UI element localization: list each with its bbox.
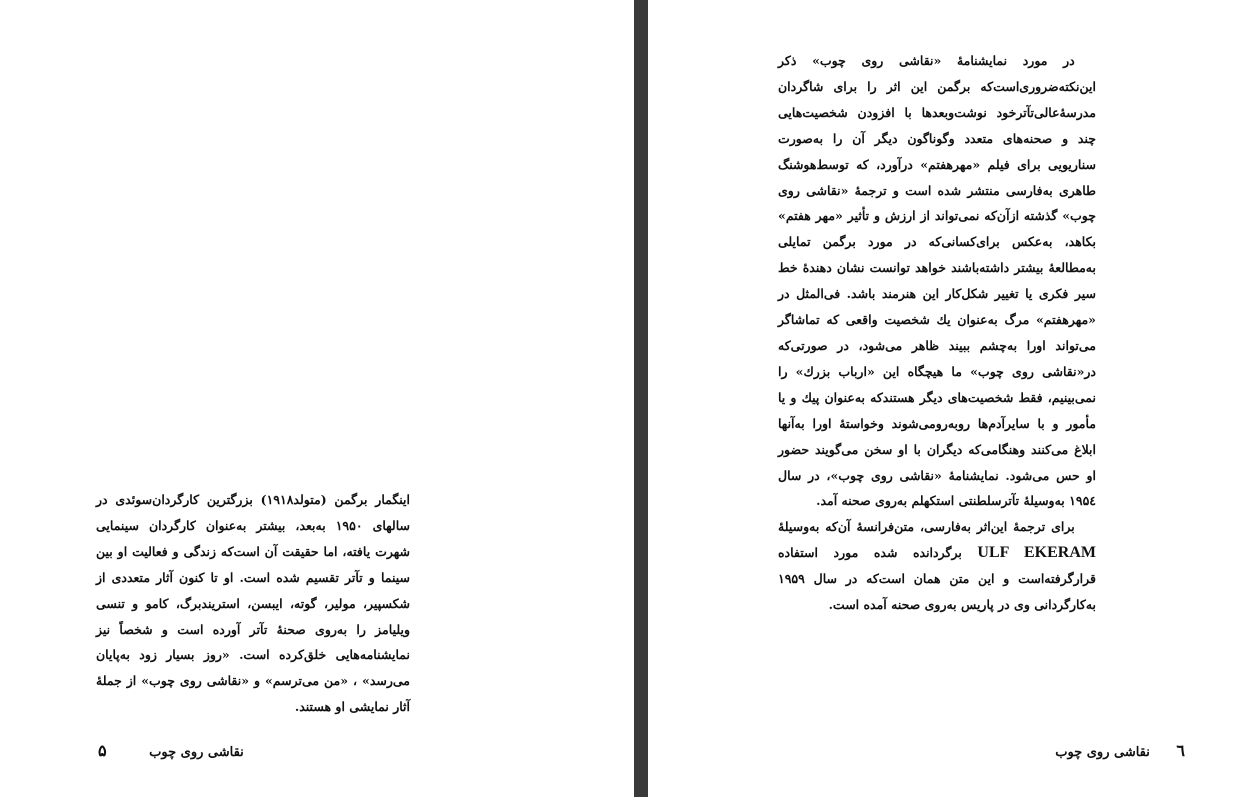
paragraph-2-before: برای ترجمهٔ این‌اثر به‌فارسی، متن‌فرانسهٔ آن‌که به‌وسیلهٔ [778, 519, 1075, 535]
right-page-paragraph-1: در مورد نمایشنامهٔ «نقاشی روی چوب» ذکر این‌نکته‌ضروری‌است‌که برگمن این اثر را برای شاگردان مدرسهٔ‌عالی‌تآترخود نوشت‌وبعدها با افزودن شخصیت‌هایی چند و صحنه‌های متعدد وگوناگون دیگر آن را به‌صورت سناریویی برای فیلم «مهرهفتم» درآورد، که توسط‌هوشنگ طاهری به‌فارسی منتشر شده است و ترجمهٔ «نقاشی روی چوب» گذشته ازآن‌که نمی‌تواند از ارزش و تأثیر «مهر هفتم» بکاهد، به‌عکس برای‌کسانی‌که در مورد برگمن تمایلی به‌مطالعهٔ بیشتر داشته‌باشند خواهد توانست نشان دهندهٔ خط سیر فکری یا تغییر شکل‌کار این هنرمند باشد. فی‌المثل در «مهرهفتم» مرگ به‌عنوان یك شخصیت واقعی که تماشاگر می‌تواند اورا به‌چشم ببیند ظاهر می‌شود، در صورتی‌که در«نقاشی روی چوب» ما هیچگاه این «ارباب بزرك» را نمی‌بینیم، فقط شخصیت‌های دیگر هستندکه به‌عنوان پیك و یا مأمور و با سایرآدم‌ها روبه‌رومی‌شوند وخواستهٔ اورا به‌آنها ابلاغ می‌کنند وهنگامی‌که دیگران با او سخن می‌گویند حضور او حس می‌شود. نمایشنامهٔ «نقاشی روی چوب»، در سال ۱۹۵٤ به‌وسیلهٔ تآترسلطنتی استکهلم به‌روی صحنه آمد. [778, 53, 1096, 509]
left-page-footer [98, 741, 244, 760]
right-page-body [778, 48, 1096, 618]
right-page-paragraph-2 [778, 514, 1096, 618]
right-footer-title: نقاشی روی چوب [1055, 745, 1150, 760]
right-page-footer [1055, 741, 1185, 760]
book-spine [634, 0, 648, 797]
paragraph-2-after: برگردانده شده مورد استفاده قرارگرفته‌است و این متن همان است‌که در سال ۱۹۵۹ به‌کارگردانی وی در پاریس به‌روی صحنه آمده است. [778, 545, 1096, 613]
right-page-number: ٦ [1176, 741, 1185, 760]
left-page-body [96, 487, 410, 720]
right-page [648, 0, 1245, 797]
left-page-paragraph: اینگمار برگمن (متولد۱۹۱۸) بزرگترین کارگردان‌سوئدی در سالهای ۱۹۵۰ به‌بعد، بیشتر به‌عنوان کارگردان سینمایی شهرت یافته، اما حقیقت آن است‌که زندگی و فعالیت او بین سینما و تآتر تقسیم شده است. او تا کنون آثار متعددی از شکسپیر، مولیر، گوته، ایبسن، استریندبرگ، کامو و تنسی ویلیامز را به‌روی صحنهٔ تآتر آورده است و شخصاً نیز نمایشنامه‌هایی خلق‌کرده است. «روز بسیار زود به‌پایان می‌رسد» ، «من می‌ترسم» و «نقاشی روی چوب» از جملهٔ آثار نمایشی او هستند. [96, 492, 411, 715]
translator-name: ULF EKERAM [977, 544, 1096, 562]
left-footer-title: نقاشی روی چوب [149, 745, 244, 760]
left-page-number: ۵ [98, 741, 107, 760]
